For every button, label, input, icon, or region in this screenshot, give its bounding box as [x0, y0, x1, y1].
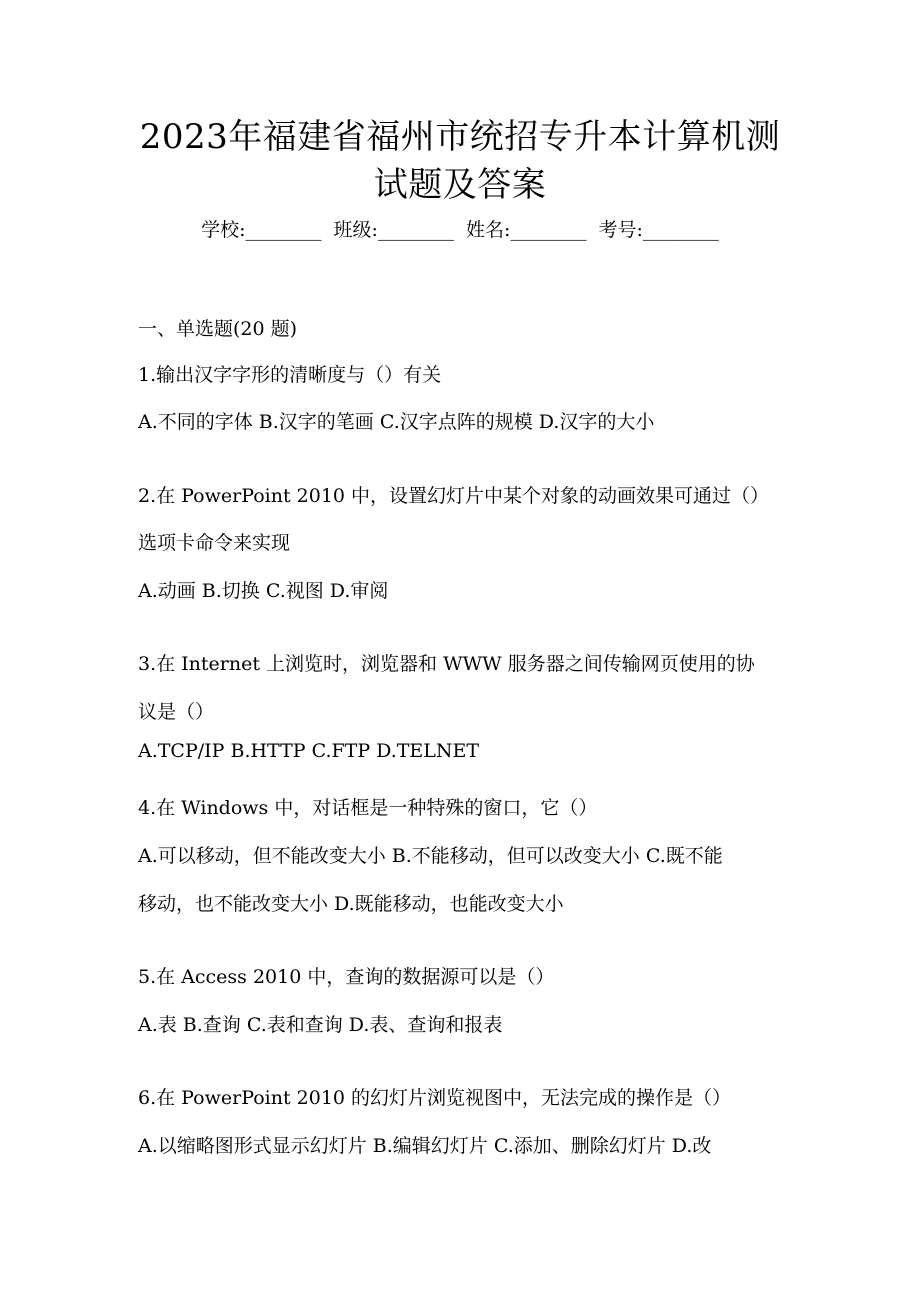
question-2-options: A.动画 B.切换 C.视图 D.审阅 — [138, 580, 389, 602]
question-3-stem-line-2: 议是（） — [138, 701, 215, 723]
question-6-options: A.以缩略图形式显示幻灯片 B.编辑幻灯片 C.添加、删除幻灯片 D.改 — [138, 1135, 712, 1157]
question-4-stem: 4.在 Windows 中，对话框是一种特殊的窗口，它（） — [138, 797, 598, 819]
question-3-options: A.TCP/IP B.HTTP C.FTP D.TELNET — [138, 740, 480, 762]
question-1-options: A.不同的字体 B.汉字的笔画 C.汉字点阵的规模 D.汉字的大小 — [138, 411, 655, 433]
document-title-line-1: 2023年福建省福州市统招专升本计算机测 — [139, 117, 781, 157]
question-4-options-line-1: A.可以移动，但不能改变大小 B.不能移动，但可以改变大小 C.既不能 — [138, 845, 723, 867]
question-2-stem-line-1: 2.在 PowerPoint 2010 中，设置幻灯片中某个对象的动画效果可通过（） — [138, 485, 770, 507]
document-title-line-2: 试题及答案 — [373, 165, 547, 205]
question-3-stem-line-1: 3.在 Internet 上浏览时，浏览器和 WWW 服务器之间传输网页使用的协 — [138, 653, 755, 675]
student-info-line: 学校:________ 班级:________ 姓名:________ 考号:________ — [201, 219, 719, 241]
section-heading: 一、单选题(20 题) — [138, 318, 298, 340]
question-6-stem: 6.在 PowerPoint 2010 的幻灯片浏览视图中，无法完成的操作是（） — [138, 1087, 732, 1109]
question-5-stem: 5.在 Access 2010 中，查询的数据源可以是（） — [138, 966, 555, 988]
question-2-stem-line-2: 选项卡命令来实现 — [138, 532, 291, 554]
question-5-options: A.表 B.查询 C.表和查询 D.表、查询和报表 — [138, 1014, 503, 1036]
question-4-options-line-2: 移动，也不能改变大小 D.既能移动，也能改变大小 — [138, 893, 564, 915]
question-1-stem: 1.输出汉字字形的清晰度与（）有关 — [138, 364, 442, 386]
